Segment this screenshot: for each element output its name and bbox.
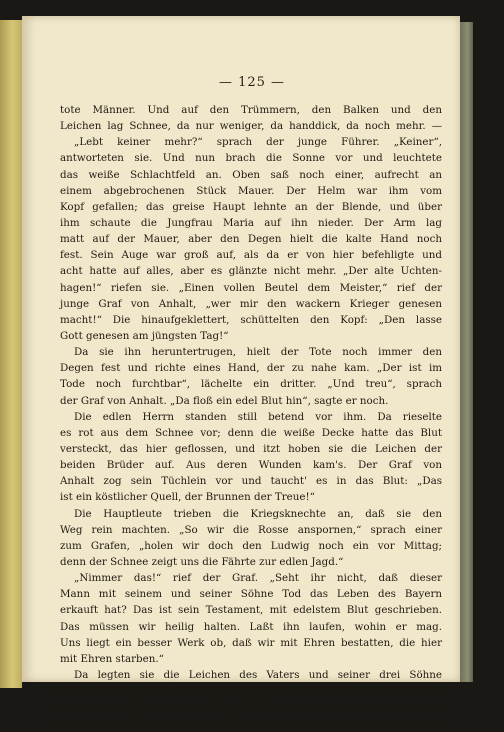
text-line: versteckt, das hier geflossen, und itzt hoben sie die Leichen der <box>60 442 442 455</box>
text-line: der Graf von Anhalt. „Da floß ein edel Blut hin“, sagte er noch. <box>60 394 389 407</box>
text-line: „Lebt keiner mehr?“ sprach der junge Führer. „Keiner“, <box>74 136 442 149</box>
book-edge-right <box>460 22 473 682</box>
text-line: junge Graf von Anhalt, „wer mir den wackern Krieger genesen <box>60 297 442 310</box>
text-line: einem abgebrochenen Stück Mauer. Der Helm war ihm vom <box>60 184 442 197</box>
text-line: Da sie ihn heruntertrugen, hielt der Tote noch immer den <box>74 346 442 359</box>
text-line: ihnen die Hände. Auch Ulrich Pfuels Leiche, die war ganz zer- <box>60 701 442 714</box>
text-line: nebeneinander auf Kiefernäste; der Fürst und die Herren schüttelten <box>60 685 442 698</box>
page-number: — 125 — <box>218 75 286 90</box>
text-line: matt auf der Mauer, aber den Degen hielt die kalte Hand noch <box>60 233 442 246</box>
text-line: ihm schaute die Jungfrau Maria auf ihn nieder. Der Arm lag <box>60 216 442 229</box>
text-line: tote Männer. Und auf den Trümmern, den Balken und den <box>60 104 442 116</box>
text-line: hagen!“ riefen sie. „Einen vollen Beutel dem Meister,“ rief der <box>60 281 442 294</box>
text-line: Tode noch furchtbar“, lächelte ein dritter. „Und treu“, sprach <box>60 378 442 391</box>
text-line: es rot aus dem Schnee vor; denn die weiße Decke hatte das Blut <box>60 426 442 439</box>
text-line: Weg rein machten. „So wir die Rosse anspornen,“ sprach einer <box>60 523 442 536</box>
text-line: das weiße Schlachtfeld an. Oben saß noch einer, aufrecht an <box>60 168 442 181</box>
text-line: fest. Sein Auge war groß auf, als da er von hier befehligte und <box>60 249 442 262</box>
text-line: erkauft hat? Das ist sein Testament, mit edelstem Blut geschrieben. <box>60 604 442 617</box>
text-line: zum Grafen, „holen wir doch den Ludwig noch ein vor Mittag; <box>60 539 442 552</box>
text-line: acht hatte auf alles, aber es glänzte nicht mehr. „Der alte Uchten- <box>60 265 442 278</box>
text-line: Die Hauptleute trieben die Kriegsknechte an, daß sie den <box>74 507 442 520</box>
text-line: Leichen lag Schnee, da nur weniger, da handdick, da noch mehr. — <box>60 120 442 133</box>
text-line: hackt, und die des treuen Eisenhardt und der andern. Dann, <box>60 717 442 730</box>
text-line: antworteten sie. Und nun brach die Sonne vor und leuchtete <box>60 152 442 165</box>
text-line: Degen fest und richte eines Hand, der zu nahe kam. „Der ist im <box>60 362 442 375</box>
text-line: Das müssen wir heilig halten. Laßt ihn laufen, wohin er mag. <box>60 620 442 633</box>
text-line: beiden Brüder auf. Aus deren Wunden kam's. Der Graf von <box>60 459 442 472</box>
body-text <box>60 102 442 731</box>
text-line: Da legten sie die Leichen des Vaters und seiner drei Söhne <box>74 668 442 681</box>
text-line: „Nimmer das!“ rief der Graf. „Seht ihr nicht, daß dieser <box>74 572 442 585</box>
text-line: denn der Schnee zeigt uns die Fährte zur edlen Jagd.“ <box>60 555 344 568</box>
text-line: Kopf gefallen; das greise Haupt lehnte an der Blende, und über <box>60 200 442 213</box>
text-line: macht!“ Die hinaufgeklettert, schüttelten den Kopf: „Den lasse <box>60 313 442 326</box>
text-line: Mann mit seinem und seiner Söhne Tod das Leben des Bayern <box>60 588 442 601</box>
text-line: Die edlen Herrn standen still betend vor ihm. Da rieselte <box>74 410 442 423</box>
text-line: Uns liegt ein besser Werk ob, daß wir mit Ehren bestatten, die hier <box>60 636 442 649</box>
text-line: Anhalt zog sein Tüchlein vor und taucht' es in das Blut: „Das <box>60 475 442 488</box>
book-edge-left <box>0 20 22 688</box>
text-line: ist ein köstlicher Quell, der Brunnen der Treue!“ <box>60 491 315 504</box>
text-line: Gott genesen am jüngsten Tag!“ <box>60 329 229 342</box>
text-line: mit Ehren starben.“ <box>60 652 164 665</box>
